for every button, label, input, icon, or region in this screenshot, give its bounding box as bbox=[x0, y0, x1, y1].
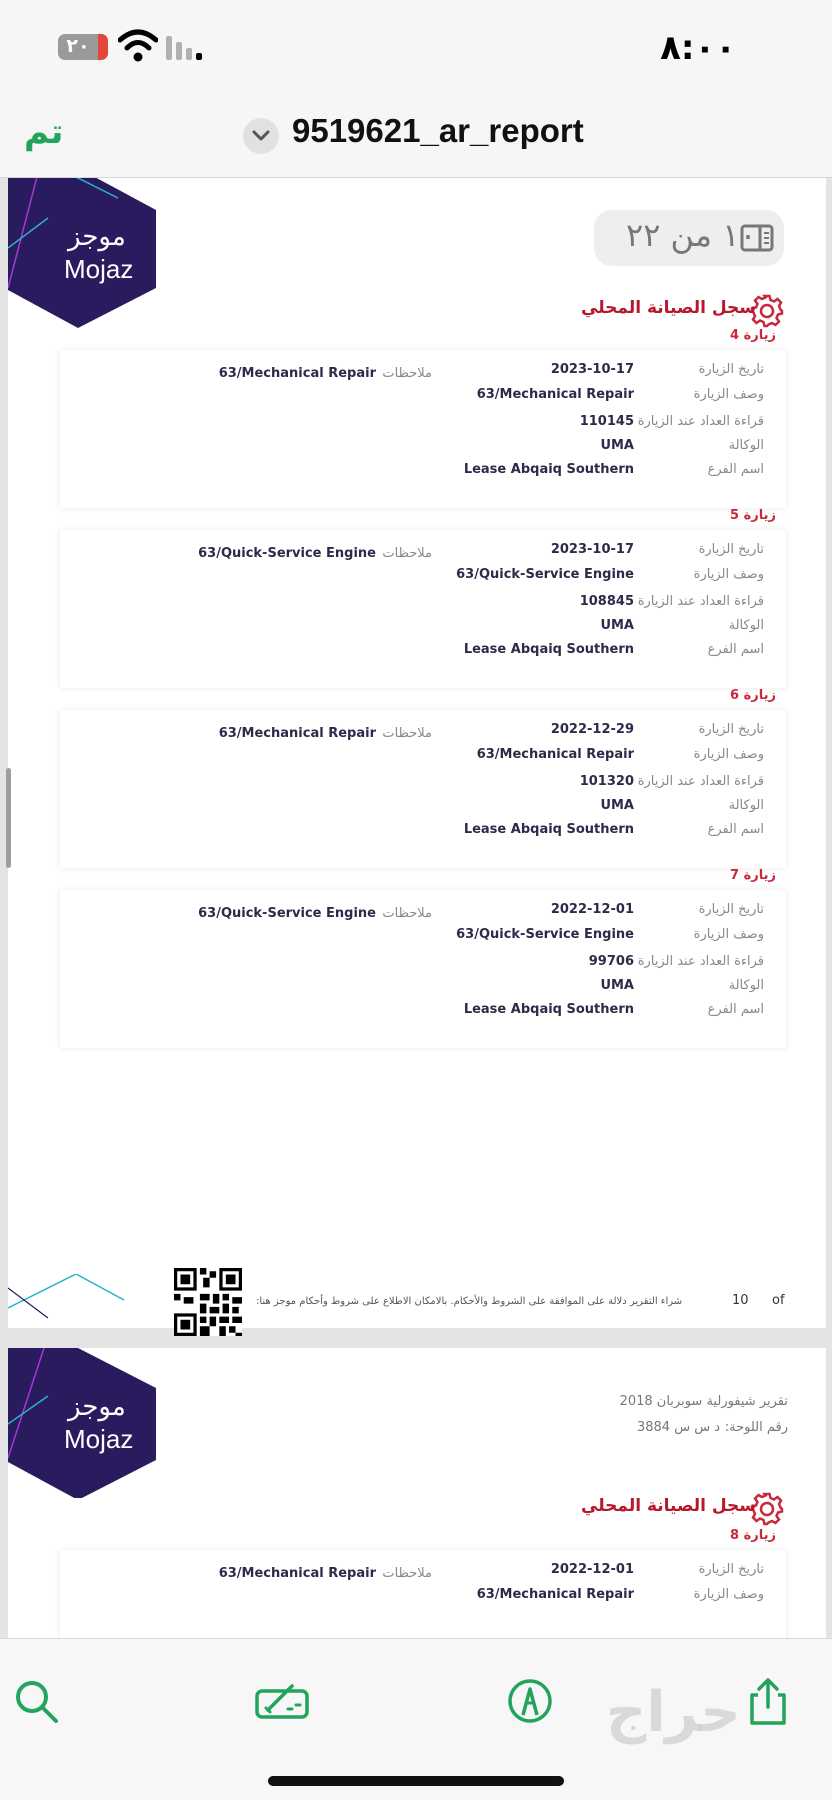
document-title[interactable]: 9519621_ar_report bbox=[292, 112, 584, 149]
notes-label: ملاحظات bbox=[382, 366, 432, 381]
odometer-label: قراءة العداد عند الزيارة bbox=[637, 414, 764, 429]
visit-label: زيارة 6 bbox=[730, 688, 776, 703]
plate-label: رقم اللوحة: bbox=[724, 1420, 788, 1435]
branch-value: Lease Abqaiq Southern bbox=[463, 1002, 634, 1017]
notes-value: 63/Quick-Service Engine bbox=[198, 546, 376, 561]
navigation-bar bbox=[0, 96, 832, 178]
pdf-page bbox=[8, 178, 826, 1328]
odometer-label: قراءة العداد عند الزيارة bbox=[637, 774, 764, 789]
description-value: 63/Quick-Service Engine bbox=[456, 567, 634, 582]
status-bar bbox=[0, 0, 832, 96]
notes-label: ملاحظات bbox=[382, 1566, 432, 1581]
odometer-label: قراءة العداد عند الزيارة bbox=[637, 954, 764, 969]
odometer-value: 99706 bbox=[588, 954, 634, 969]
agency-label: الوكالة bbox=[728, 798, 764, 813]
battery-level: ٢٠ bbox=[66, 35, 90, 57]
scan-icon[interactable] bbox=[254, 1677, 310, 1725]
notes-label: ملاحظات bbox=[382, 546, 432, 561]
terms-note: شراء التقرير دلالة على الموافقة على الشروط والأحكام. بالامكان الاطلاع على شروط وأحكام موجز هنا: bbox=[256, 1296, 683, 1307]
clock: ٨:٠٠ bbox=[660, 28, 736, 68]
report-title: تقرير شيفورلية سوبربان 2018 bbox=[619, 1394, 788, 1409]
date-value: 2023-10-17 bbox=[550, 362, 634, 377]
visit-label: زيارة 7 bbox=[730, 868, 776, 883]
share-icon[interactable] bbox=[744, 1677, 792, 1725]
mojaz-logo bbox=[8, 1348, 168, 1498]
plate-value: د س س 3884 bbox=[636, 1420, 720, 1435]
chevron-down-icon bbox=[252, 129, 270, 143]
branch-label: اسم الفرع bbox=[707, 1002, 764, 1017]
notes-label: ملاحظات bbox=[382, 906, 432, 921]
page-indicator-text: ١٠ من ٢٢ bbox=[626, 216, 757, 254]
odometer-value: 110145 bbox=[579, 414, 634, 429]
branch-label: اسم الفرع bbox=[707, 822, 764, 837]
date-label: تاريخ الزيارة bbox=[698, 542, 764, 557]
pdf-page bbox=[8, 1348, 826, 1638]
visit-label: زيارة 8 bbox=[730, 1528, 776, 1543]
notes-value: 63/Mechanical Repair bbox=[218, 366, 376, 381]
branch-value: Lease Abqaiq Southern bbox=[463, 462, 634, 477]
date-label: تاريخ الزيارة bbox=[698, 1562, 764, 1577]
date-value: 2022-12-01 bbox=[550, 902, 634, 917]
visit-card bbox=[60, 1550, 786, 1638]
description-value: 63/Quick-Service Engine bbox=[456, 927, 634, 942]
date-value: 2022-12-01 bbox=[550, 1562, 634, 1577]
description-label: وصف الزيارة bbox=[693, 927, 764, 942]
branch-label: اسم الفرع bbox=[707, 642, 764, 657]
page-indicator[interactable] bbox=[594, 210, 784, 266]
sidebar-icon bbox=[740, 224, 774, 252]
description-label: وصف الزيارة bbox=[693, 387, 764, 402]
footer-of: of bbox=[772, 1293, 785, 1308]
branch-value: Lease Abqaiq Southern bbox=[463, 822, 634, 837]
description-label: وصف الزيارة bbox=[693, 567, 764, 582]
agency-label: الوكالة bbox=[728, 978, 764, 993]
section-title: سجل الصيانة المحلي bbox=[581, 1496, 756, 1516]
description-label: وصف الزيارة bbox=[693, 1587, 764, 1602]
footer-page-number: 10 bbox=[732, 1293, 749, 1308]
visit-card bbox=[60, 530, 786, 688]
wifi-icon bbox=[118, 28, 158, 64]
date-value: 2023-10-17 bbox=[550, 542, 634, 557]
logo-latin-text: Mojaz bbox=[64, 254, 134, 284]
logo-arabic-text: موجز bbox=[68, 1392, 126, 1422]
date-value: 2022-12-29 bbox=[550, 722, 634, 737]
notes-value: 63/Mechanical Repair bbox=[218, 726, 376, 741]
odometer-label: قراءة العداد عند الزيارة bbox=[637, 594, 764, 609]
logo-arabic-text: موجز bbox=[68, 222, 126, 252]
agency-value: UMA bbox=[600, 798, 634, 813]
branch-label: اسم الفرع bbox=[707, 462, 764, 477]
visit-card bbox=[60, 710, 786, 868]
visit-label: زيارة 4 bbox=[730, 328, 776, 343]
section-title: سجل الصيانة المحلي bbox=[581, 298, 756, 318]
description-value: 63/Mechanical Repair bbox=[476, 747, 634, 762]
description-label: وصف الزيارة bbox=[693, 747, 764, 762]
odometer-value: 101320 bbox=[579, 774, 634, 789]
visit-card bbox=[60, 350, 786, 508]
agency-value: UMA bbox=[600, 438, 634, 453]
notes-value: 63/Mechanical Repair bbox=[218, 1566, 376, 1581]
odometer-value: 108845 bbox=[579, 594, 634, 609]
home-indicator[interactable] bbox=[268, 1776, 564, 1786]
decorative-lines bbox=[8, 1274, 128, 1334]
visit-label: زيارة 5 bbox=[730, 508, 776, 523]
agency-value: UMA bbox=[600, 978, 634, 993]
scrollbar[interactable] bbox=[6, 768, 11, 868]
battery-icon bbox=[58, 34, 108, 60]
visit-card bbox=[60, 890, 786, 1048]
search-icon[interactable] bbox=[12, 1677, 60, 1725]
watermark: حراج bbox=[606, 1680, 741, 1745]
agency-label: الوكالة bbox=[728, 438, 764, 453]
date-label: تاريخ الزيارة bbox=[698, 722, 764, 737]
pdf-viewer[interactable] bbox=[0, 178, 832, 1638]
notes-label: ملاحظات bbox=[382, 726, 432, 741]
description-value: 63/Mechanical Repair bbox=[476, 387, 634, 402]
date-label: تاريخ الزيارة bbox=[698, 362, 764, 377]
branch-value: Lease Abqaiq Southern bbox=[463, 642, 634, 657]
description-value: 63/Mechanical Repair bbox=[476, 1587, 634, 1602]
cellular-signal-icon bbox=[166, 34, 206, 62]
date-label: تاريخ الزيارة bbox=[698, 902, 764, 917]
agency-label: الوكالة bbox=[728, 618, 764, 633]
mojaz-logo bbox=[8, 178, 168, 328]
qr-code[interactable] bbox=[174, 1268, 242, 1336]
agency-value: UMA bbox=[600, 618, 634, 633]
title-menu-button[interactable] bbox=[243, 118, 279, 154]
logo-latin-text: Mojaz bbox=[64, 1424, 134, 1454]
done-button[interactable]: تم bbox=[24, 112, 64, 152]
markup-icon[interactable] bbox=[506, 1677, 554, 1725]
notes-value: 63/Quick-Service Engine bbox=[198, 906, 376, 921]
